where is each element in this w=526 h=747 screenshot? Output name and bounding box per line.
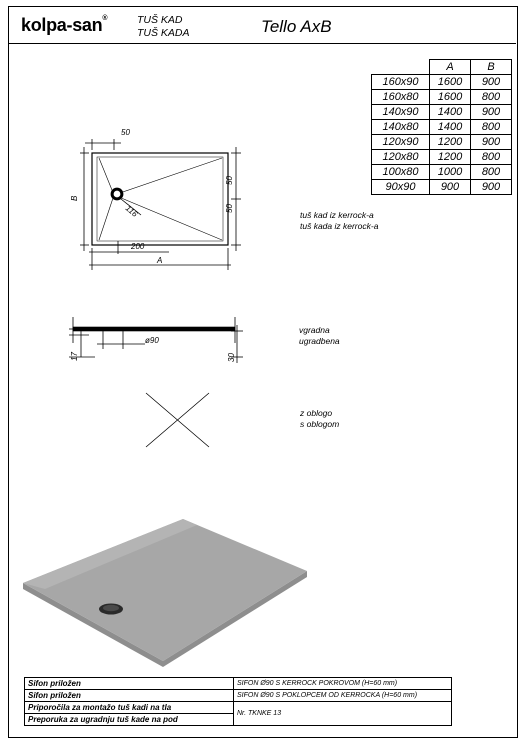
size-cell: 100x80	[372, 165, 430, 180]
a-cell: 1400	[430, 120, 471, 135]
dim-200: 200	[131, 242, 145, 251]
b-cell: 800	[471, 90, 512, 105]
table-row	[25, 678, 452, 690]
footer-table	[24, 677, 452, 726]
note-kerrock: tuš kad iz kerrock-a tuš kada iz kerrock-a	[300, 210, 379, 231]
dim-a: A	[157, 256, 163, 265]
dim-50-top: 50	[121, 128, 130, 137]
size-cell: 120x90	[372, 135, 430, 150]
a-cell: 1600	[430, 90, 471, 105]
footer-right-cell: SIFON Ø90 S KERROCK POKROVOM (H=60 mm)	[234, 678, 452, 690]
size-cell: 140x90	[372, 105, 430, 120]
note-built-in: vgradna ugradbena	[299, 325, 340, 346]
a-cell: 1200	[430, 150, 471, 165]
header-bar	[9, 7, 516, 44]
b-cell: 800	[471, 120, 512, 135]
footer-left-cell: Preporuka za ugradnju tuš kade na pod	[25, 714, 234, 726]
footer-left-cell: Priporočila za montažo tuš kadi na tla	[25, 702, 234, 714]
footer-right-cell: Nr. TKNKE 13	[234, 702, 452, 726]
subtitle-slovene: TUŠ KAD	[137, 14, 183, 26]
table-row	[372, 75, 512, 90]
a-cell: 1200	[430, 135, 471, 150]
dim-50-right-2: 50	[225, 204, 234, 213]
b-cell: 900	[471, 135, 512, 150]
a-cell: 900	[430, 180, 471, 195]
footer-right-cell: SIFON Ø90 S POKLOPCEM OD KERROCKA (H=60 mm)	[234, 690, 452, 702]
size-cell: 160x90	[372, 75, 430, 90]
size-cell: 140x80	[372, 120, 430, 135]
size-cell: 120x80	[372, 150, 430, 165]
table-row	[372, 90, 512, 105]
footer-left-cell: Sifon priložen	[25, 690, 234, 702]
b-cell: 900	[471, 105, 512, 120]
dim-50-right-1: 50	[225, 176, 234, 185]
table-row	[25, 702, 452, 714]
dim-30: 30	[227, 353, 236, 362]
product-title: Tello AxB	[261, 17, 332, 36]
size-cell: 160x80	[372, 90, 430, 105]
a-cell: 1000	[430, 165, 471, 180]
note-with-panel: z oblogo s oblogom	[300, 408, 340, 429]
b-cell: 900	[471, 75, 512, 90]
dim-d90: ø90	[145, 336, 159, 345]
b-cell: 800	[471, 150, 512, 165]
dim-116: 116	[123, 203, 140, 219]
technical-drawing	[59, 117, 499, 557]
header-b: B	[471, 60, 512, 75]
dimensions-header-row	[372, 60, 512, 75]
b-cell: 900	[471, 180, 512, 195]
footer-left-cell: Sifon priložen	[25, 678, 234, 690]
size-cell: 90x90	[372, 180, 430, 195]
tray-top	[23, 519, 307, 661]
header-a: A	[430, 60, 471, 75]
b-cell: 800	[471, 165, 512, 180]
dim-b: B	[70, 195, 79, 201]
no-panel-cross	[146, 393, 209, 447]
brand-logo: kolpa-san®	[21, 15, 108, 35]
drawing-sheet	[8, 6, 518, 738]
a-cell: 1400	[430, 105, 471, 120]
a-cell: 1600	[430, 75, 471, 90]
subtitle-croatian: TUŠ KADA	[137, 27, 190, 39]
dim-17: 17	[70, 352, 79, 361]
product-render	[21, 519, 321, 669]
table-row	[25, 690, 452, 702]
